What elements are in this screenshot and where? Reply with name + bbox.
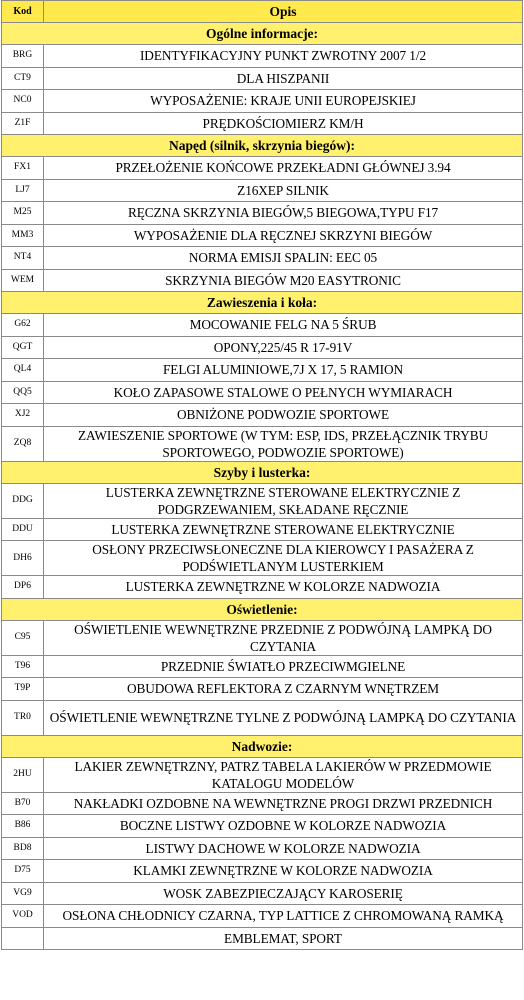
option-description: LUSTERKA ZEWNĘTRZNE STEROWANE ELEKTRYCZNIE Z PODGRZEWANIEM, SKŁADANE RĘCZNIE bbox=[44, 483, 523, 518]
table-row bbox=[2, 700, 523, 735]
option-code: WEM bbox=[2, 269, 44, 292]
option-code: TR0 bbox=[2, 700, 44, 735]
option-code: M25 bbox=[2, 202, 44, 225]
option-description: OŚWIETLENIE WEWNĘTRZNE PRZEDNIE Z PODWÓJNĄ LAMPKĄ DO CZYTANIA bbox=[44, 620, 523, 655]
section-title: Ogólne informacje: bbox=[2, 23, 523, 45]
table-row bbox=[2, 90, 523, 113]
option-code: QQ5 bbox=[2, 381, 44, 404]
table-row bbox=[2, 179, 523, 202]
option-description: OPONY,225/45 R 17-91V bbox=[44, 336, 523, 359]
table-row bbox=[2, 757, 523, 792]
section-header-row bbox=[2, 735, 523, 757]
option-code: Z1F bbox=[2, 112, 44, 135]
option-description: LUSTERKA ZEWNĘTRZNE STEROWANE ELEKTRYCZNIE bbox=[44, 518, 523, 541]
description-column-header: Opis bbox=[44, 1, 523, 23]
option-code: C95 bbox=[2, 620, 44, 655]
option-code: ZQ8 bbox=[2, 426, 44, 461]
option-description: OBNIŻONE PODWOZIE SPORTOWE bbox=[44, 404, 523, 427]
option-code: B86 bbox=[2, 815, 44, 838]
option-code: 2HU bbox=[2, 757, 44, 792]
section-title: Nadwozie: bbox=[2, 735, 523, 757]
table-row bbox=[2, 576, 523, 599]
table-row bbox=[2, 518, 523, 541]
section-title: Oświetlenie: bbox=[2, 598, 523, 620]
table-row bbox=[2, 860, 523, 883]
option-description: PRZEDNIE ŚWIATŁO PRZECIWMGIELNE bbox=[44, 655, 523, 678]
option-description: LISTWY DACHOWE W KOLORZE NADWOZIA bbox=[44, 837, 523, 860]
option-description: Z16XEP SILNIK bbox=[44, 179, 523, 202]
option-code: LJ7 bbox=[2, 179, 44, 202]
option-code: T96 bbox=[2, 655, 44, 678]
option-description: LUSTERKA ZEWNĘTRZNE W KOLORZE NADWOZIA bbox=[44, 576, 523, 599]
option-code: MM3 bbox=[2, 224, 44, 247]
table-body bbox=[2, 23, 523, 950]
table-row bbox=[2, 815, 523, 838]
table-row bbox=[2, 314, 523, 337]
options-table bbox=[1, 0, 523, 950]
section-title: Zawieszenia i koła: bbox=[2, 292, 523, 314]
option-description: KOŁO ZAPASOWE STALOWE O PEŁNYCH WYMIARACH bbox=[44, 381, 523, 404]
table-row bbox=[2, 247, 523, 270]
option-description: FELGI ALUMINIOWE,7J X 17, 5 RAMION bbox=[44, 359, 523, 382]
option-code: XJ2 bbox=[2, 404, 44, 427]
section-header-row bbox=[2, 598, 523, 620]
section-header-row bbox=[2, 135, 523, 157]
option-code: T9P bbox=[2, 678, 44, 701]
table-row bbox=[2, 905, 523, 928]
table-row bbox=[2, 678, 523, 701]
section-header-row bbox=[2, 292, 523, 314]
option-code: QL4 bbox=[2, 359, 44, 382]
option-description: ZAWIESZENIE SPORTOWE (W TYM: ESP, IDS, PRZEŁĄCZNIK TRYBU SPORTOWEGO, PODWOZIE SPORTOWE) bbox=[44, 426, 523, 461]
table-row bbox=[2, 157, 523, 180]
table-row bbox=[2, 67, 523, 90]
table-row bbox=[2, 45, 523, 68]
option-description: MOCOWANIE FELG NA 5 ŚRUB bbox=[44, 314, 523, 337]
section-title: Napęd (silnik, skrzynia biegów): bbox=[2, 135, 523, 157]
option-description: RĘCZNA SKRZYNIA BIEGÓW,5 BIEGOWA,TYPU F17 bbox=[44, 202, 523, 225]
table-row bbox=[2, 359, 523, 382]
option-code: DP6 bbox=[2, 576, 44, 599]
option-code: D75 bbox=[2, 860, 44, 883]
table-row bbox=[2, 381, 523, 404]
table-row bbox=[2, 483, 523, 518]
table-row bbox=[2, 112, 523, 135]
option-code: CT9 bbox=[2, 67, 44, 90]
option-code: VOD bbox=[2, 905, 44, 928]
option-description: BOCZNE LISTWY OZDOBNE W KOLORZE NADWOZIA bbox=[44, 815, 523, 838]
code-column-header: Kod bbox=[2, 1, 44, 23]
section-header-row bbox=[2, 23, 523, 45]
option-description: OSŁONA CHŁODNICY CZARNA, TYP LATTICE Z CHROMOWANĄ RAMKĄ bbox=[44, 905, 523, 928]
table-row bbox=[2, 620, 523, 655]
option-code: DDU bbox=[2, 518, 44, 541]
option-description: OBUDOWA REFLEKTORA Z CZARNYM WNĘTRZEM bbox=[44, 678, 523, 701]
table-row bbox=[2, 541, 523, 576]
option-description: OSŁONY PRZECIWSŁONECZNE DLA KIEROWCY I PASAŻERA Z PODŚWIETLANYM LUSTERKIEM bbox=[44, 541, 523, 576]
table-row bbox=[2, 404, 523, 427]
option-description: KLAMKI ZEWNĘTRZNE W KOLORZE NADWOZIA bbox=[44, 860, 523, 883]
option-code: B70 bbox=[2, 792, 44, 815]
option-description: DLA HISZPANII bbox=[44, 67, 523, 90]
table-row bbox=[2, 792, 523, 815]
table-row bbox=[2, 202, 523, 225]
option-code bbox=[2, 927, 44, 950]
option-description: WOSK ZABEZPIECZAJĄCY KAROSERIĘ bbox=[44, 882, 523, 905]
option-description: WYPOSAŻENIE DLA RĘCZNEJ SKRZYNI BIEGÓW bbox=[44, 224, 523, 247]
option-code: VG9 bbox=[2, 882, 44, 905]
option-description: PRĘDKOŚCIOMIERZ KM/H bbox=[44, 112, 523, 135]
section-header-row bbox=[2, 461, 523, 483]
table-header-row bbox=[2, 1, 523, 23]
option-description: PRZEŁOŻENIE KOŃCOWE PRZEKŁADNI GŁÓWNEJ 3.94 bbox=[44, 157, 523, 180]
option-description: OŚWIETLENIE WEWNĘTRZNE TYLNE Z PODWÓJNĄ LAMPKĄ DO CZYTANIA bbox=[44, 700, 523, 735]
section-title: Szyby i lusterka: bbox=[2, 461, 523, 483]
option-code: NT4 bbox=[2, 247, 44, 270]
option-description: NAKŁADKI OZDOBNE NA WEWNĘTRZNE PROGI DRZWI PRZEDNICH bbox=[44, 792, 523, 815]
option-code: DH6 bbox=[2, 541, 44, 576]
option-description: SKRZYNIA BIEGÓW M20 EASYTRONIC bbox=[44, 269, 523, 292]
option-description: IDENTYFIKACYJNY PUNKT ZWROTNY 2007 1/2 bbox=[44, 45, 523, 68]
option-description: WYPOSAŻENIE: KRAJE UNII EUROPEJSKIEJ bbox=[44, 90, 523, 113]
table-row bbox=[2, 882, 523, 905]
table-row bbox=[2, 224, 523, 247]
table-row bbox=[2, 837, 523, 860]
option-code: FX1 bbox=[2, 157, 44, 180]
option-code: BD8 bbox=[2, 837, 44, 860]
option-description: LAKIER ZEWNĘTRZNY, PATRZ TABELA LAKIERÓW W PRZEDMOWIE KATALOGU MODELÓW bbox=[44, 757, 523, 792]
table-row bbox=[2, 655, 523, 678]
option-description: EMBLEMAT, SPORT bbox=[44, 927, 523, 950]
option-code: QGT bbox=[2, 336, 44, 359]
option-code: BRG bbox=[2, 45, 44, 68]
table-row bbox=[2, 426, 523, 461]
table-row bbox=[2, 927, 523, 950]
option-code: NC0 bbox=[2, 90, 44, 113]
table-row bbox=[2, 336, 523, 359]
option-code: G62 bbox=[2, 314, 44, 337]
option-code: DDG bbox=[2, 483, 44, 518]
option-description: NORMA EMISJI SPALIN: EEC 05 bbox=[44, 247, 523, 270]
table-row bbox=[2, 269, 523, 292]
